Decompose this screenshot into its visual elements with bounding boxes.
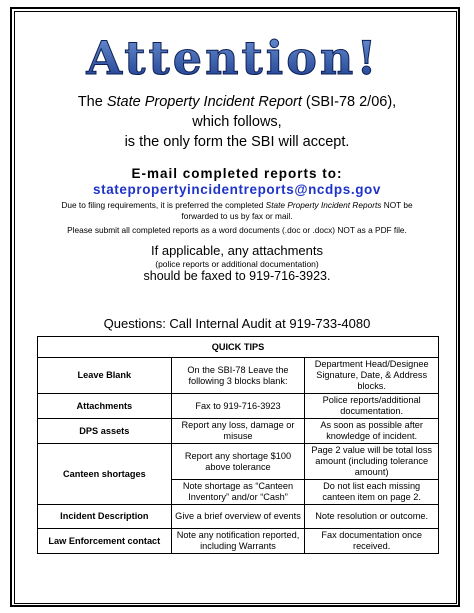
table-row — [38, 529, 439, 554]
form-name: State Property Incident Report — [106, 94, 302, 110]
row-mid: Report any shortage $100 above tolerance — [171, 444, 305, 480]
email-address-link[interactable]: statepropertyincidentreports@ncdps.gov — [92, 182, 381, 197]
row-label: DPS assets — [38, 419, 172, 444]
attention-banner — [58, 29, 408, 87]
attachments-line-2: (police reports or additional documentation) — [155, 259, 319, 269]
row-right: Department Head/Designee Signature, Date, & Address blocks. — [305, 358, 439, 394]
intro-line-3: is the only form the SBI will accept. — [124, 134, 350, 150]
row-label: Law Enforcement contact — [38, 529, 172, 554]
row-mid: On the SBI-78 Leave the following 3 blocks blank: — [171, 358, 305, 394]
row-right: Fax documentation once received. — [305, 529, 439, 554]
email-heading: E-mail completed reports to: — [131, 166, 343, 181]
row-right: As soon as possible after knowledge of incident. — [305, 419, 439, 444]
table-row — [38, 444, 439, 480]
questions-line: Questions: Call Internal Audit at 919-733-4080 — [103, 316, 371, 331]
attachments-line-3: should be faxed to 919-716-3923. — [143, 269, 331, 283]
filing-note: Due to filing requirements, it is preferred the completed State Property Incident Reports NOT be forwarded to us by fax or mail. — [61, 200, 413, 221]
row-right: Police reports/additional documentation. — [305, 394, 439, 419]
row-mid: Note any notification reported, including Warrants — [171, 529, 305, 554]
row-mid: Report any loss, damage or misuse — [171, 419, 305, 444]
table-header-row — [38, 337, 439, 358]
table-row — [38, 419, 439, 444]
intro-line-2: which follows, — [192, 114, 282, 130]
row-right: Do not list each missing canteen item on page 2. — [305, 480, 439, 505]
row-mid: Give a brief overview of events — [171, 505, 305, 529]
table-row — [38, 358, 439, 394]
row-mid: Note shortage as “Canteen Inventory” and/or “Cash” — [171, 480, 305, 505]
quick-tips-header: QUICK TIPS — [38, 337, 439, 358]
table-row — [38, 505, 439, 529]
quick-tips-table — [37, 336, 439, 554]
row-mid: Fax to 919-716-3923 — [171, 394, 305, 419]
table-row — [38, 394, 439, 419]
intro-line-1: The State Property Incident Report (SBI-78 2/06), — [77, 94, 397, 110]
attachments-line-1: If applicable, any attachments — [151, 243, 323, 258]
row-label: Leave Blank — [38, 358, 172, 394]
row-right: Page 2 value will be total loss amount (including tolerance amount) — [305, 444, 439, 480]
row-label: Attachments — [38, 394, 172, 419]
attention-title: Attention! — [86, 31, 380, 85]
intro-block — [0, 92, 474, 152]
row-label: Canteen shortages — [38, 444, 172, 505]
format-note: Please submit all completed reports as a word documents (.doc or .docx) NOT as a PDF file. — [67, 225, 407, 235]
row-label: Incident Description — [38, 505, 172, 529]
row-right: Note resolution or outcome. — [305, 505, 439, 529]
